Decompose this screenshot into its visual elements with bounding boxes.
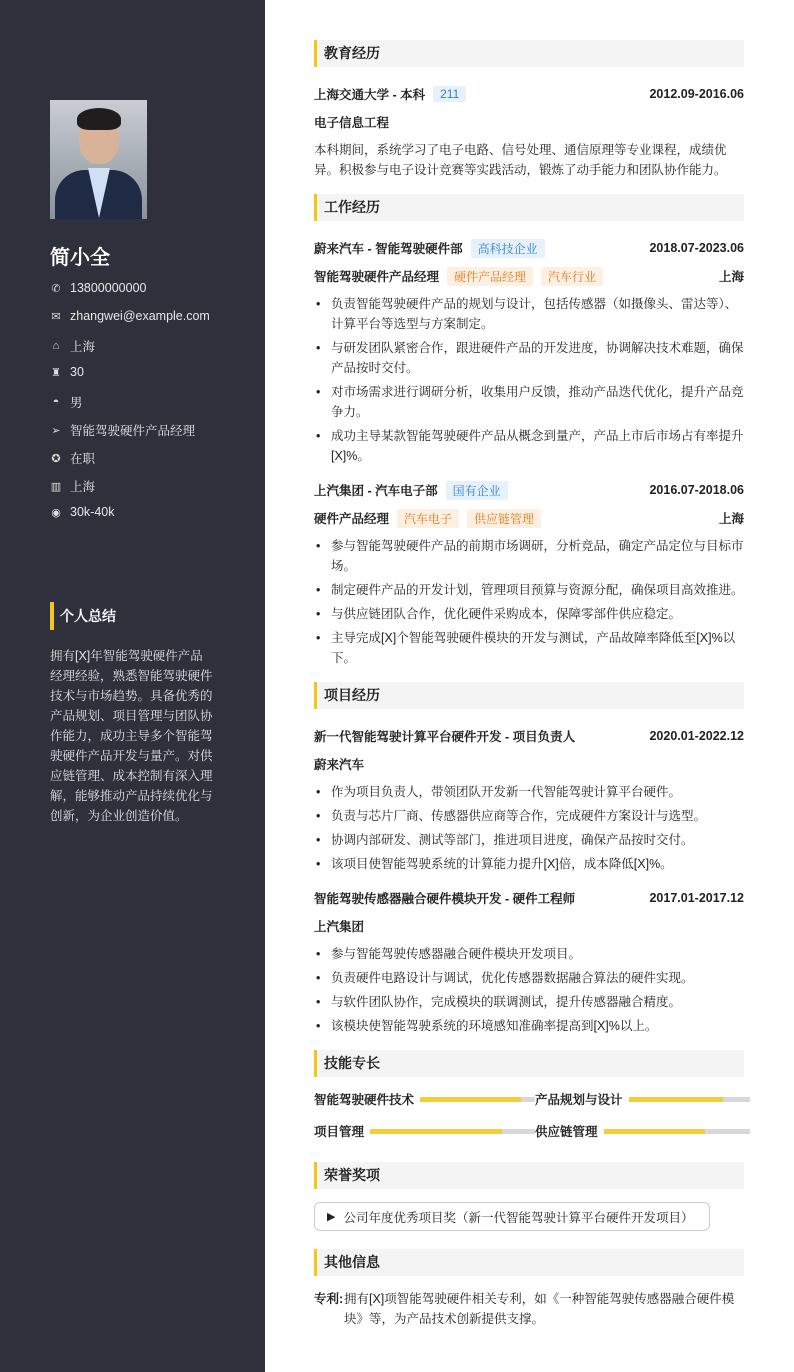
info-item: [50, 281, 146, 295]
bullet-item: • 对市场需求进行调研分析，收集用户反馈，推动产品迭代优化，提升产品竞争力。: [314, 382, 744, 422]
summary-text: 拥有[X]年智能驾驶硬件产品经理经验，熟悉智能驾驶硬件技术与市场趋势。具备优秀的产品规划、项目管理与团队协作能力，成功主导多个智能驾驶硬件产品开发与量产。对供应链管理、成本控制有深入理解，能够推动产品持续优化与创新，为企业创造价值。: [50, 649, 213, 823]
role: 硬件产品经理: [314, 512, 390, 526]
award-text: 公司年度优秀项目奖（新一代智能驾驶计算平台硬件开发项目）: [343, 1210, 694, 1225]
bullet-item: • 负责硬件电路设计与调试，优化传感器数据融合算法的硬件实现。: [314, 968, 744, 988]
company: 蔚来汽车 - 智能驾驶硬件部: [314, 242, 463, 256]
bullet-item: • 与供应链团队合作，优化硬件采购成本，保障零部件供应稳定。: [314, 604, 744, 624]
bullet-item: • 负责智能驾驶硬件产品的规划与设计，包括传感器（如摄像头、雷达等）、计算平台等选型与方案制定。: [314, 294, 744, 334]
bullet-item: • 与研发团队紧密合作，跟进硬件产品的开发进度，协调解决技术难题，确保产品按时交付。: [314, 338, 744, 378]
role-tag: 汽车电子: [397, 509, 459, 528]
bullet-item: • 该模块使智能驾驶系统的环境感知准确率提高到[X]%以上。: [314, 1016, 744, 1036]
info-text: zhangwei@example.com: [70, 309, 210, 323]
role: 智能驾驶硬件产品经理: [314, 270, 440, 284]
company-tag: 国有企业: [446, 481, 508, 500]
info-text: 13800000000: [70, 281, 147, 295]
company-tag: 高科技企业: [471, 239, 545, 258]
section-title: 荣誉奖项: [314, 1162, 744, 1189]
info-text: 在职: [70, 452, 96, 466]
date: 2016.07-2018.06: [649, 483, 744, 497]
work-section: [314, 194, 744, 668]
city: 上海: [718, 512, 744, 526]
info-item: [50, 393, 83, 411]
building-icon: ▥: [50, 480, 62, 493]
skill-bar: [604, 1129, 750, 1134]
project-entry: [314, 722, 744, 874]
triangle-right-icon: ▶: [327, 1211, 336, 1223]
job-icon: ➢: [51, 424, 61, 437]
work-entry: [314, 234, 744, 466]
other-section: [314, 1249, 744, 1329]
summary-title: 个人总结: [50, 602, 116, 630]
role-tag: 供应链管理: [467, 509, 541, 528]
status-icon: ✪: [51, 452, 61, 465]
skill-name: 供应链管理: [535, 1125, 598, 1139]
gender-icon: ◓: [52, 396, 60, 408]
project-section: [314, 682, 744, 1036]
section-title: 技能专长: [314, 1050, 744, 1077]
mail-icon: ✉: [51, 310, 61, 323]
school: 上海交通大学 - 本科: [314, 88, 426, 102]
main-content: [314, 40, 744, 1329]
skill-bar: [370, 1129, 535, 1134]
bullet-item: • 该项目使智能驾驶系统的计算能力提升[X]倍，成本降低[X]%。: [314, 854, 744, 874]
bullet-item: • 成功主导某款智能驾驶硬件产品从概念到量产，产品上市后市场占有率提升[X]%。: [314, 426, 744, 466]
age-icon: ♜: [51, 366, 61, 379]
other-label: 专利:: [314, 1292, 344, 1306]
bullet-item: • 制定硬件产品的开发计划，管理项目预算与资源分配，确保项目高效推进。: [314, 580, 744, 600]
info-item: [50, 449, 95, 467]
date: 2012.09-2016.06: [649, 87, 744, 101]
date: 2020.01-2022.12: [649, 729, 744, 743]
info-item: [50, 337, 95, 355]
education-section: [314, 40, 744, 180]
skill-item: [535, 1090, 750, 1108]
bullet-item: • 参与智能驾驶硬件产品的前期市场调研，分析竞品，确定产品定位与目标市场。: [314, 536, 744, 576]
info-text: 30: [70, 365, 84, 379]
work-entry: [314, 476, 744, 668]
info-item: [50, 505, 114, 519]
skill-name: 智能驾驶硬件技术: [314, 1093, 415, 1107]
major: 电子信息工程: [314, 116, 390, 130]
info-text: 男: [70, 396, 83, 410]
section-title: 教育经历: [314, 40, 744, 67]
candidate-name: 简小全: [50, 247, 110, 269]
bullet-item: • 与软件团队协作，完成模块的联调测试，提升传感器融合精度。: [314, 992, 744, 1012]
skill-name: 项目管理: [314, 1125, 365, 1139]
section-title: 项目经历: [314, 682, 744, 709]
home-icon: ⌂: [52, 340, 60, 352]
avatar: [50, 100, 147, 219]
info-item: [50, 421, 195, 439]
skill-item: [314, 1090, 535, 1108]
skill-item: [314, 1122, 535, 1140]
bullet-item: • 作为项目负责人，带领团队开发新一代智能驾驶计算平台硬件。: [314, 782, 744, 802]
info-text: 30k-40k: [70, 505, 115, 519]
phone-icon: ✆: [51, 282, 61, 295]
section-title: 其他信息: [314, 1249, 744, 1276]
project-name: 新一代智能驾驶计算平台硬件开发 - 项目负责人: [314, 730, 576, 744]
company: 上汽集团 - 汽车电子部: [314, 484, 438, 498]
role-tag: 汽车行业: [541, 267, 603, 286]
info-item: [50, 477, 95, 495]
skill-bar: [420, 1097, 535, 1102]
bullet-item: • 参与智能驾驶传感器融合硬件模块开发项目。: [314, 944, 744, 964]
info-item: [50, 309, 210, 323]
bullet-item: • 负责与芯片厂商、传感器供应商等合作，完成硬件方案设计与选型。: [314, 806, 744, 826]
award-item[interactable]: [314, 1202, 710, 1231]
education-desc: 本科期间，系统学习了电子电路、信号处理、通信原理等专业课程，成绩优异。积极参与电子设计竞赛等实践活动，锻炼了动手能力和团队协作能力。: [314, 143, 727, 177]
skills-section: [314, 1050, 744, 1140]
skill-name: 产品规划与设计: [535, 1093, 623, 1107]
info-text: 智能驾驶硬件产品经理: [70, 424, 196, 438]
city: 上海: [718, 270, 744, 284]
project-org: 上汽集团: [314, 920, 365, 934]
role-tag: 硬件产品经理: [447, 267, 533, 286]
salary-icon: ◉: [51, 506, 61, 519]
awards-section: [314, 1162, 744, 1249]
school-tag: 211: [433, 86, 466, 102]
date: 2018.07-2023.06: [649, 241, 744, 255]
skill-bar: [629, 1097, 750, 1102]
other-text: 拥有[X]项智能驾驶硬件相关专利，如《一种智能驾驶传感器融合硬件模块》等，为产品技术创新提供支撑。: [344, 1292, 735, 1326]
info-text: 上海: [70, 480, 96, 494]
date: 2017.01-2017.12: [649, 891, 744, 905]
project-entry: [314, 884, 744, 1036]
bullet-item: • 主导完成[X]个智能驾驶硬件模块的开发与测试，产品故障率降低至[X]%以下。: [314, 628, 744, 668]
project-org: 蔚来汽车: [314, 758, 365, 772]
info-item: [50, 365, 84, 379]
project-name: 智能驾驶传感器融合硬件模块开发 - 硬件工程师: [314, 892, 576, 906]
sidebar: [0, 0, 265, 1372]
info-text: 上海: [70, 340, 96, 354]
section-title: 工作经历: [314, 194, 744, 221]
skill-item: [535, 1122, 750, 1140]
bullet-item: • 协调内部研发、测试等部门，推进项目进度，确保产品按时交付。: [314, 830, 744, 850]
